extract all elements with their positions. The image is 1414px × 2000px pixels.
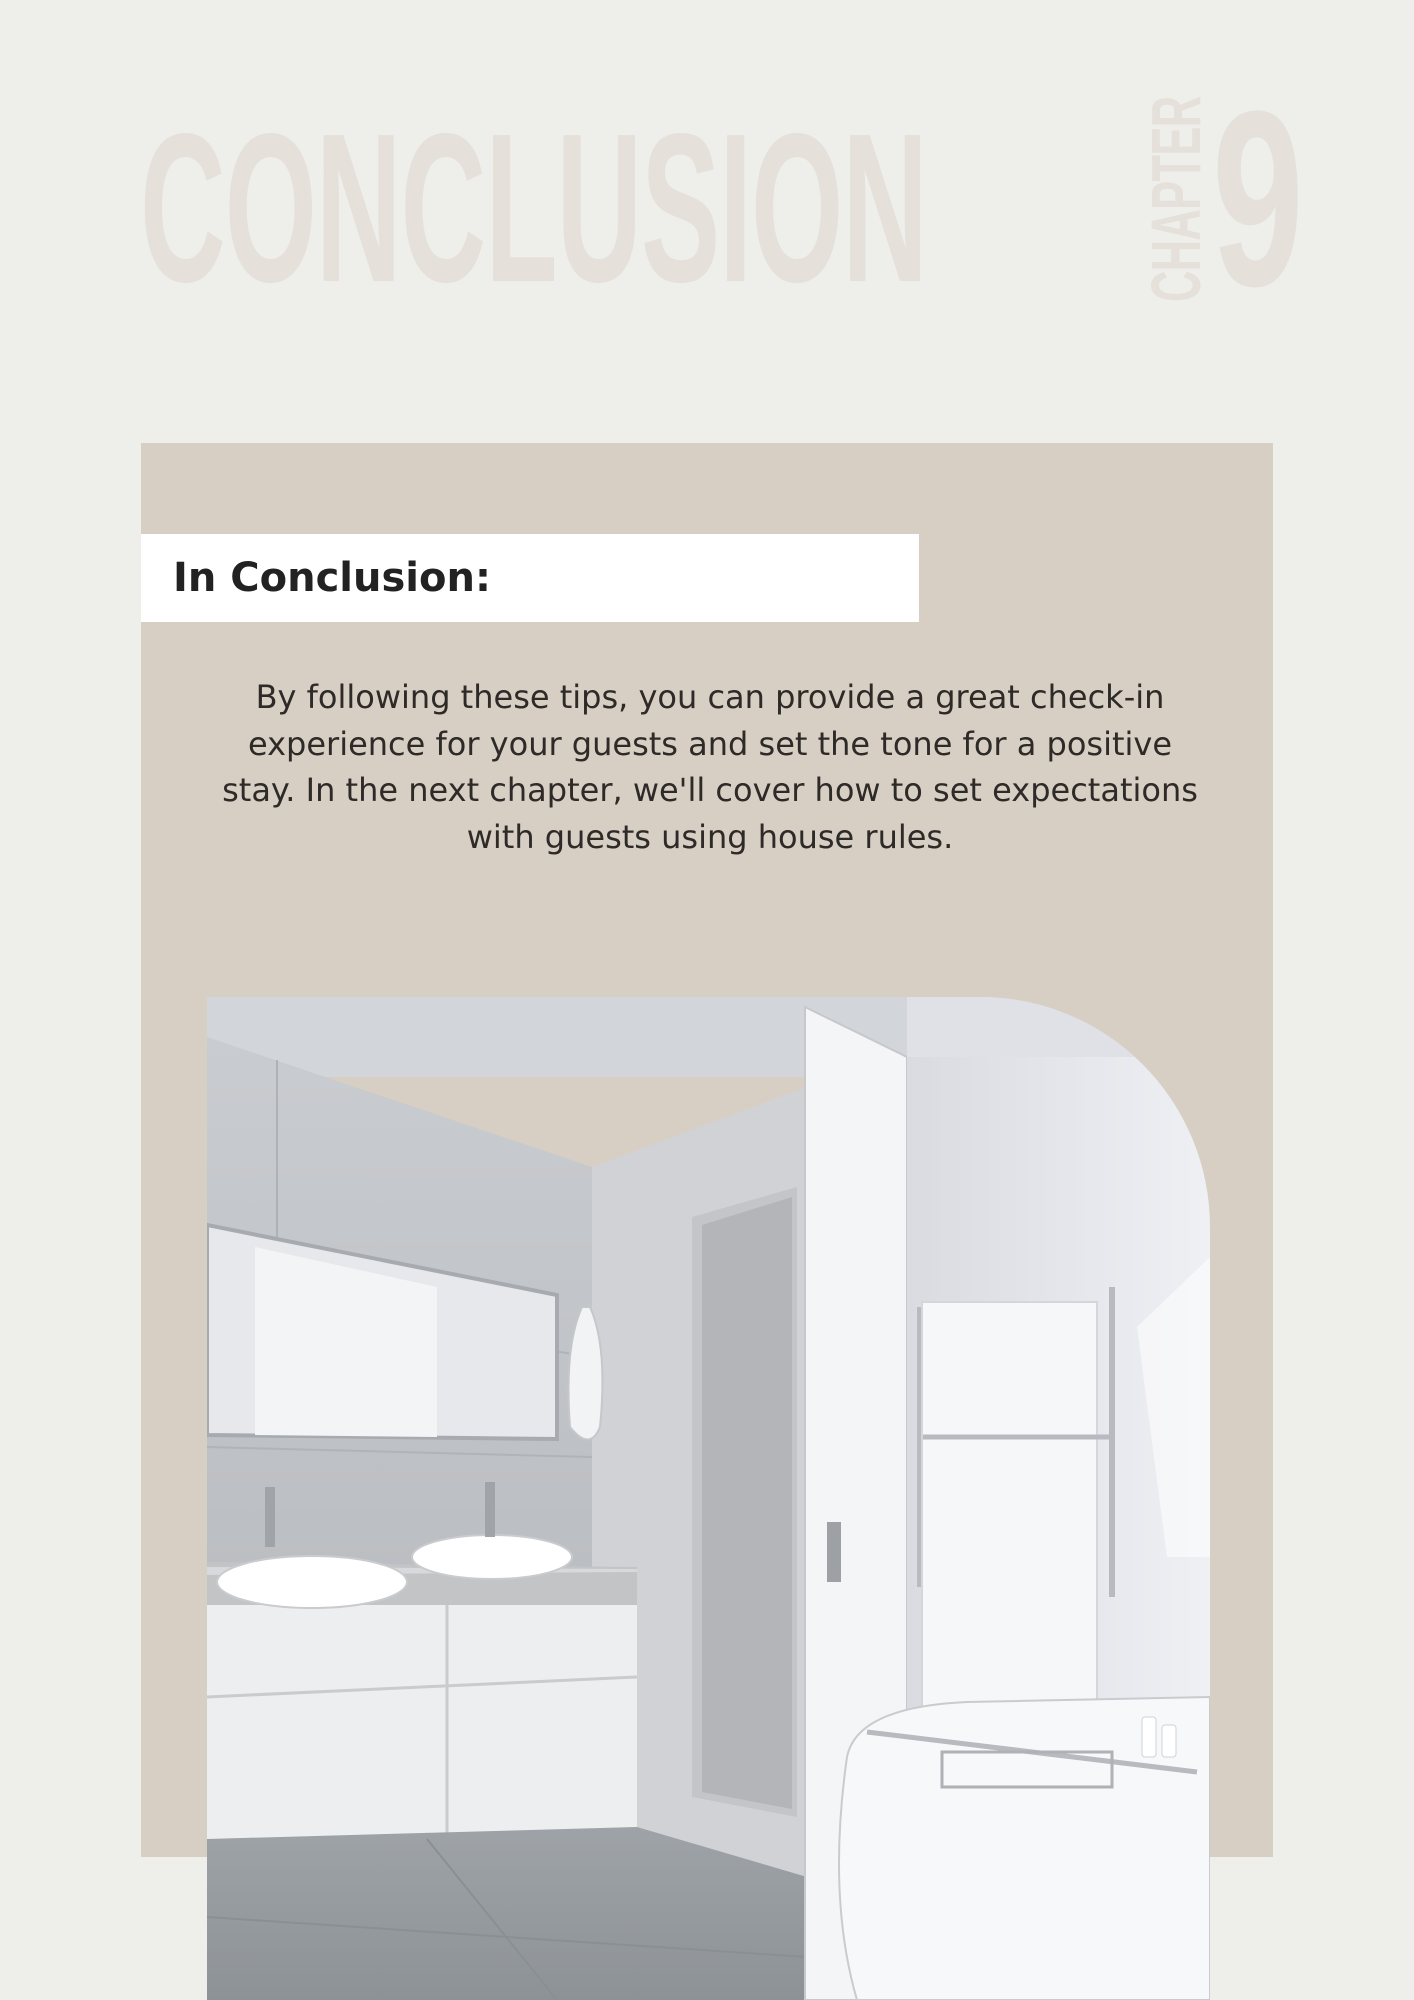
section-body: By following these tips, you can provide a great check-in experience for your guests and set the tone for a positive stay. In the next chapter, we'll cover how to set expectations with guests using house rules. [222,678,1198,856]
page-title: CONCLUSION [140,89,927,326]
bathroom-photo [207,997,1210,2000]
bathroom-photo-icon [207,997,1210,2000]
chapter-label: CHAPTER [1137,96,1215,302]
chapter-number: 9 [1212,59,1304,338]
section-label-box [141,534,919,622]
section-label: In Conclusion: [173,555,491,601]
